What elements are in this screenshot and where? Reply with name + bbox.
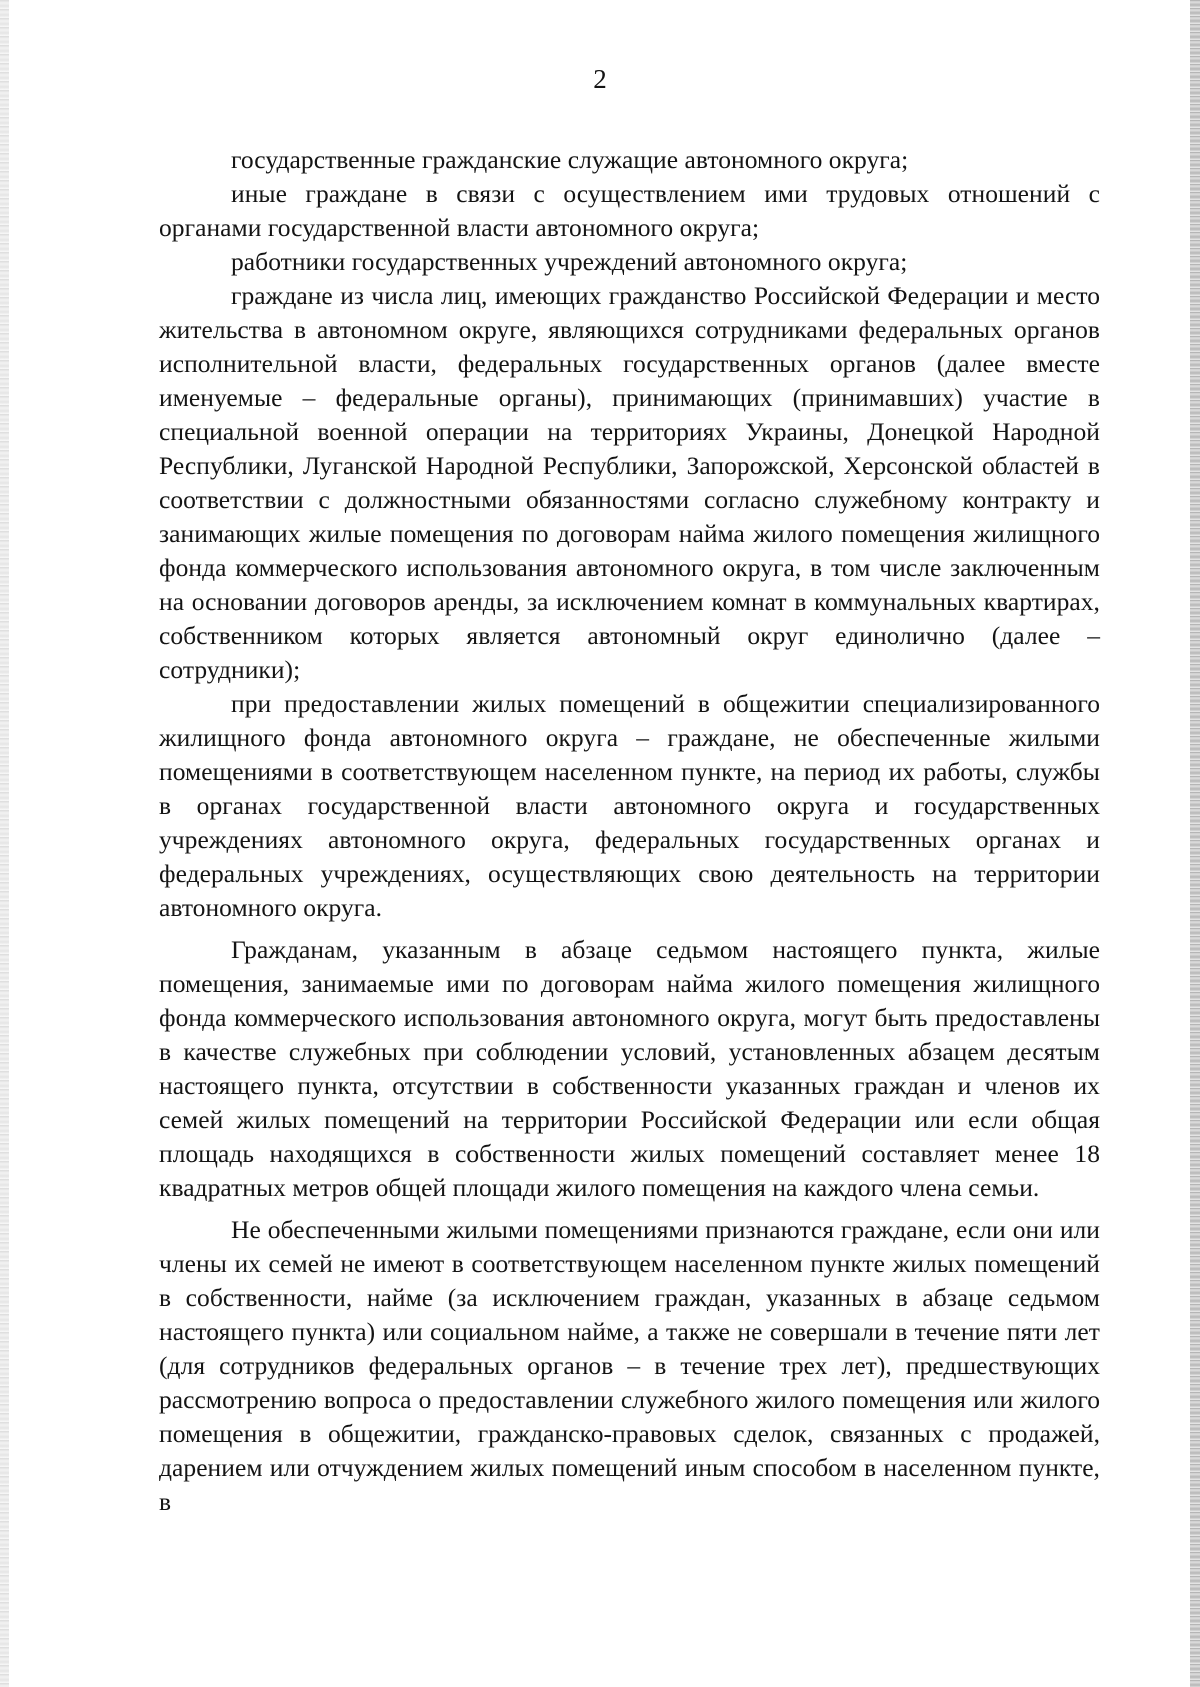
scan-edge-right: [1190, 0, 1200, 1687]
scan-edge-left: [0, 0, 9, 1687]
paragraph-not-provided-housing: Не обеспеченными жилыми помещениями признаются граждане, если они или члены их семей не имеют в соответствующем населенном пункте жилых помещений в собственности, найме (за исключением граждан, указанных в абзаце седьмом настоящего пункта) или социальном найме, а также не совершали в течение пяти лет (для сотрудников федеральных органов – в течение трех лет), предшествующих рассмотрению вопроса о предоставлении служебного жилого помещения или жилого помещения в общежитии, гражданско-правовых сделок, связанных с продажей, дарением или отчуждением жилых помещений иным способом в населенном пункте, в: [159, 1215, 1100, 1516]
document-body: [159, 143, 1100, 1519]
paragraph-other-citizens: иные граждане в связи с осуществлением ими трудовых отношений с органами государственной власти автономного округа;: [159, 179, 1100, 242]
paragraph-dormitory: при предоставлении жилых помещений в общежитии специализированного жилищного фонда автономного округа – граждане, не обеспеченные жилыми помещениями в соответствующем населенном пункте, на период их работы, службы в органах государственной власти автономного округа и государственных учреждениях автономного округа, федеральных государственных органах и федеральных учреждениях, осуществляющих свою деятельность на территории автономного округа.: [159, 689, 1100, 922]
paragraph-civil-servants: государственные гражданские служащие автономного округа;: [231, 145, 909, 174]
page-number: 2: [593, 64, 607, 94]
paragraph-institution-workers: работники государственных учреждений автономного округа;: [231, 247, 908, 276]
paragraph-service-housing: Гражданам, указанным в абзаце седьмом настоящего пункта, жилые помещения, занимаемые ими по договорам найма жилого помещения жилищного фонда коммерческого использования автономного округа, могут быть предоставлены в качестве служебных при соблюдении условий, установленных абзацем десятым настоящего пункта, отсутствии в собственности указанных граждан и членов их семей жилых помещений на территории Российской Федерации или если общая площадь находящихся в собственности жилых помещений составляет менее 18 квадратных метров общей площади жилого помещения на каждого члена семьи.: [159, 935, 1100, 1202]
paragraph-federal-employees: граждане из числа лиц, имеющих гражданство Российской Федерации и место жительства в автономном округе, являющихся сотрудниками федеральных органов исполнительной власти, федеральных государственных органов (далее вместе именуемые – федеральные органы), принимающих (принимавших) участие в специальной военной операции на территориях Украины, Донецкой Народной Республики, Луганской Народной Республики, Запорожской, Херсонской областей в соответствии с должностными обязанностями согласно служебному контракту и занимающих жилые помещения по договорам найма жилого помещения жилищного фонда коммерческого использования автономного округа, в том числе заключенным на основании договоров аренды, за исключением комнат в коммунальных квартирах, собственником которых является автономный округ единолично (далее – сотрудники);: [159, 281, 1100, 684]
